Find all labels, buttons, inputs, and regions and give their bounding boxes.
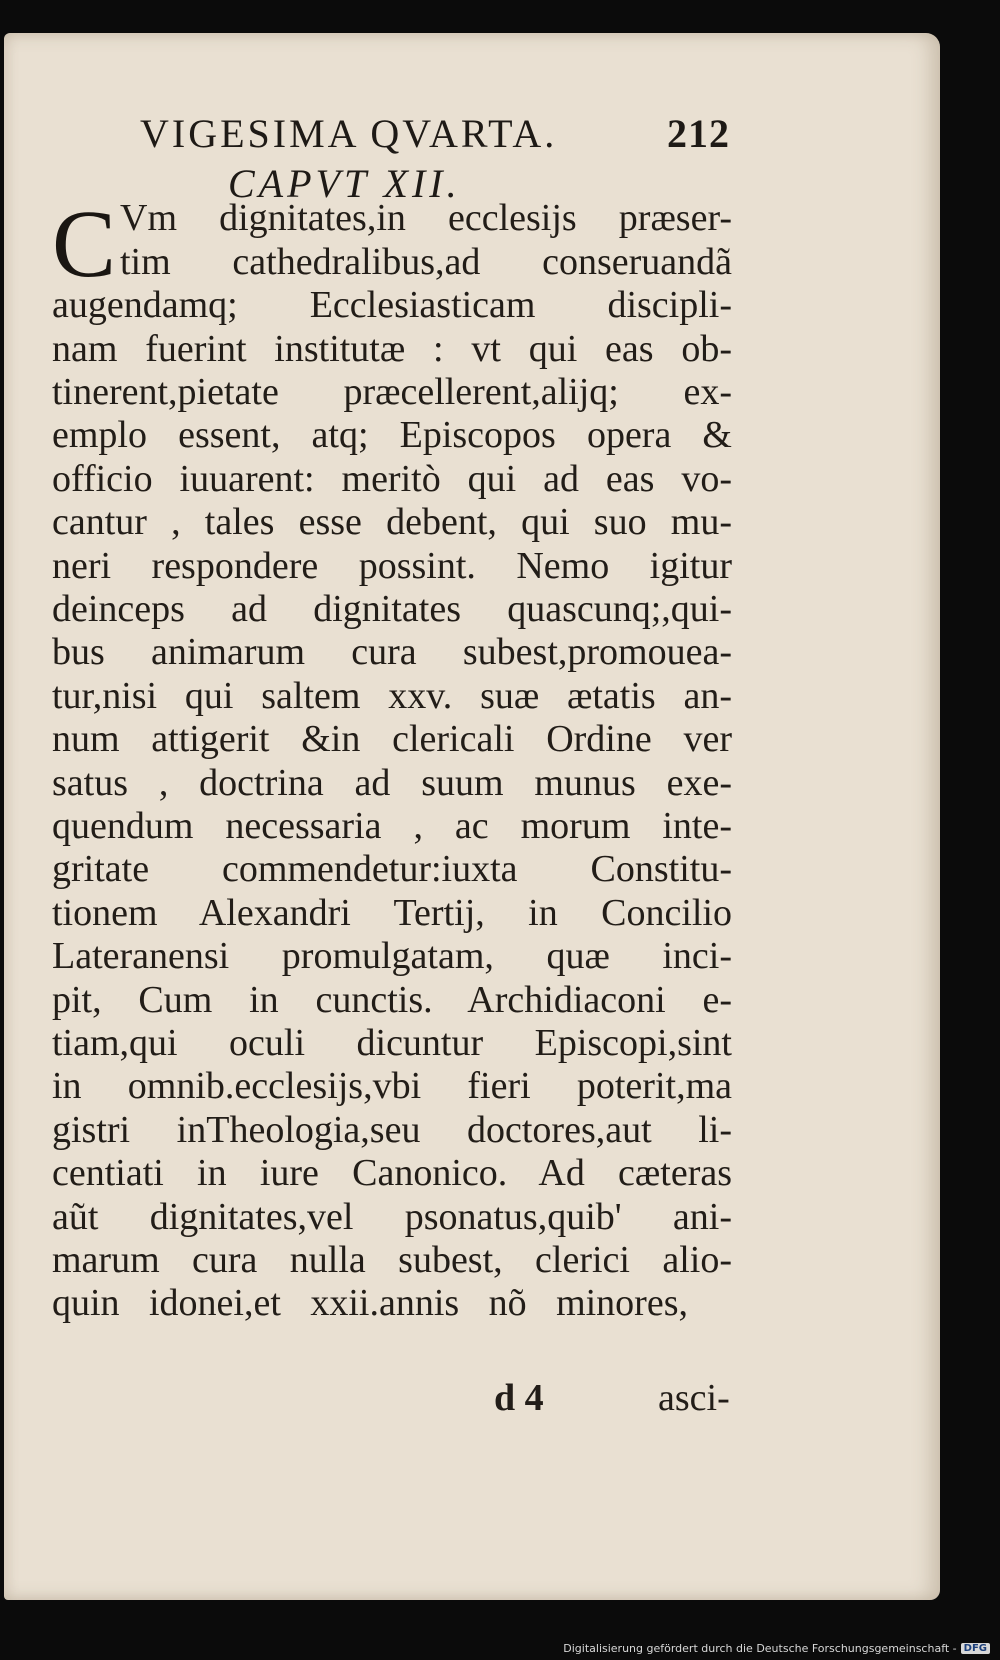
text-line: neri respondere possint. Nemo igitur	[52, 545, 732, 587]
running-head: VIGESIMA QVARTA.	[140, 111, 558, 156]
text-line: quendum necessaria , ac morum inte-	[52, 805, 732, 847]
text-line: centiati in iure Canonico. Ad cæteras	[52, 1152, 732, 1194]
text-line: emplo essent, atq; Episcopos opera &	[52, 414, 732, 456]
chapter-heading: CAPVT XII.	[228, 161, 461, 206]
drop-initial: C	[52, 190, 117, 297]
text-line: gistri inTheologia,seu doctores,aut li-	[52, 1109, 732, 1151]
catchword: asci-	[658, 1377, 730, 1419]
signature-mark: d 4	[494, 1377, 544, 1419]
text-line: tur,nisi qui saltem xxv. suæ ætatis an-	[52, 675, 732, 717]
text-line: tinerent,pietate præcellerent,alijq; ex-	[52, 371, 732, 413]
text-line: num attigerit &in clericali Ordine ver	[52, 718, 732, 760]
text-line: quin idonei,et xxii.annis nõ minores,	[52, 1282, 688, 1324]
text-line: pit, Cum in cunctis. Archidiaconi e-	[52, 979, 732, 1021]
page-header	[140, 110, 730, 160]
text-line: aũt dignitates,vel psonatus,quib' ani-	[52, 1196, 732, 1238]
text-line: augendamq; Ecclesiasticam discipli-	[52, 284, 732, 326]
text-line: officio iuuarent: meritò qui ad eas vo-	[52, 458, 732, 500]
text-line: marum cura nulla subest, clerici alio-	[52, 1239, 732, 1281]
text-line: in omnib.ecclesijs,vbi fieri poterit,ma	[52, 1065, 732, 1107]
text-line: nam fuerint institutæ : vt qui eas ob-	[52, 328, 732, 370]
dfg-logo: DFG	[961, 1643, 990, 1654]
text-line: tionem Alexandri Tertij, in Concilio	[52, 892, 732, 934]
folio-number: 212	[667, 111, 730, 156]
text-line: tiam,qui oculi dicuntur Episcopi,sint	[52, 1022, 732, 1064]
text-line: deinceps ad dignitates quascunq;,qui-	[52, 588, 732, 630]
text-line: Vm dignitates,in ecclesijs præser-	[120, 197, 732, 239]
text-line: gritate commendetur:iuxta Constitu-	[52, 848, 732, 890]
digitization-credit	[563, 1642, 990, 1655]
text-line: tim cathedralibus,ad conseruandã	[120, 241, 732, 283]
credit-text: Digitalisierung gefördert durch die Deutsche Forschungsgemeinschaft -	[563, 1642, 957, 1655]
text-line: satus , doctrina ad suum munus exe-	[52, 762, 732, 804]
text-line: Lateranensi promulgatam, quæ inci-	[52, 935, 732, 977]
text-line: bus animarum cura subest,promouea-	[52, 631, 732, 673]
text-line: cantur , tales esse debent, qui suo mu-	[52, 501, 732, 543]
